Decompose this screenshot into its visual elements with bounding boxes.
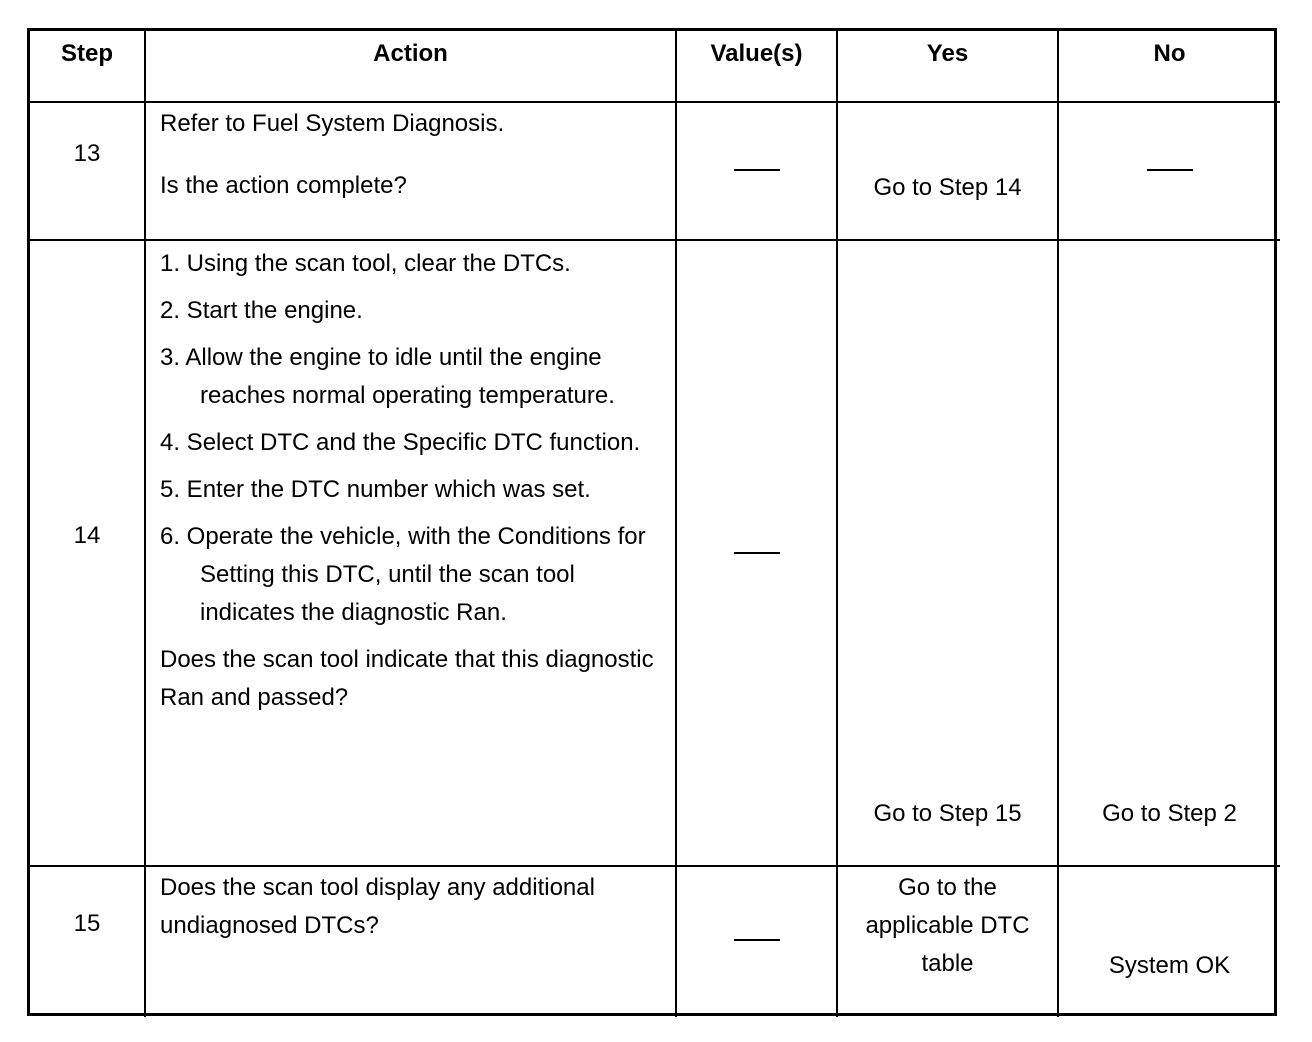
- diagnostic-table: [27, 28, 1277, 1016]
- yes-text: Go to the applicable DTC table: [865, 874, 1030, 977]
- table-row: [30, 240, 1280, 866]
- action-cell: [145, 102, 676, 240]
- no-cell: [1058, 240, 1280, 866]
- yes-text: Go to Step 15: [873, 800, 1022, 827]
- value-dash: [734, 552, 780, 554]
- diagnostic-table-grid: [30, 31, 1280, 1017]
- action-cell: [145, 866, 676, 1017]
- step-cell: [30, 102, 145, 240]
- header-no: No: [1058, 31, 1280, 102]
- yes-cell: [837, 102, 1058, 240]
- value-cell: [676, 102, 837, 240]
- value-dash: [734, 169, 780, 171]
- yes-cell: [837, 866, 1058, 1017]
- yes-text: Go to Step 14: [873, 174, 1022, 201]
- no-text: System OK: [1108, 952, 1231, 979]
- list-item: 1. Using the scan tool, clear the DTCs.: [160, 250, 571, 277]
- step-number: 13: [73, 140, 101, 167]
- action-steps-list: [160, 241, 669, 632]
- list-item: 4. Select DTC and the Specific DTC function.: [160, 429, 641, 456]
- action-question: Does the scan tool display any additional undiagnosed DTCs?: [160, 874, 595, 939]
- header-row: [30, 31, 1280, 102]
- step-cell: [30, 240, 145, 866]
- step-number: 15: [73, 910, 101, 937]
- table-row: [30, 102, 1280, 240]
- action-question: Does the scan tool indicate that this diagnostic Ran and passed?: [160, 646, 654, 711]
- action-cell: [145, 240, 676, 866]
- value-cell: [676, 240, 837, 866]
- header-yes: Yes: [837, 31, 1058, 102]
- step-cell: [30, 866, 145, 1017]
- header-action: Action: [145, 31, 676, 102]
- list-item: 3. Allow the engine to idle until the engine reaches normal operating temperature.: [160, 344, 615, 409]
- header-values: Value(s): [676, 31, 837, 102]
- list-item: 5. Enter the DTC number which was set.: [160, 476, 591, 503]
- no-text: Go to Step 2: [1102, 800, 1237, 827]
- no-cell: [1058, 102, 1280, 240]
- table-row: [30, 866, 1280, 1017]
- no-dash: [1147, 169, 1193, 171]
- action-text: Refer to Fuel System Diagnosis.: [160, 110, 505, 137]
- step-number: 14: [73, 522, 101, 549]
- value-cell: [676, 866, 837, 1017]
- list-item: 6. Operate the vehicle, with the Conditions for Setting this DTC, until the scan tool indicates the diagnostic Ran.: [160, 523, 646, 626]
- header-step: Step: [30, 31, 145, 102]
- list-item: 2. Start the engine.: [160, 297, 363, 324]
- yes-cell: [837, 240, 1058, 866]
- no-cell: [1058, 866, 1280, 1017]
- value-dash: [734, 939, 780, 941]
- action-question: Is the action complete?: [160, 172, 407, 199]
